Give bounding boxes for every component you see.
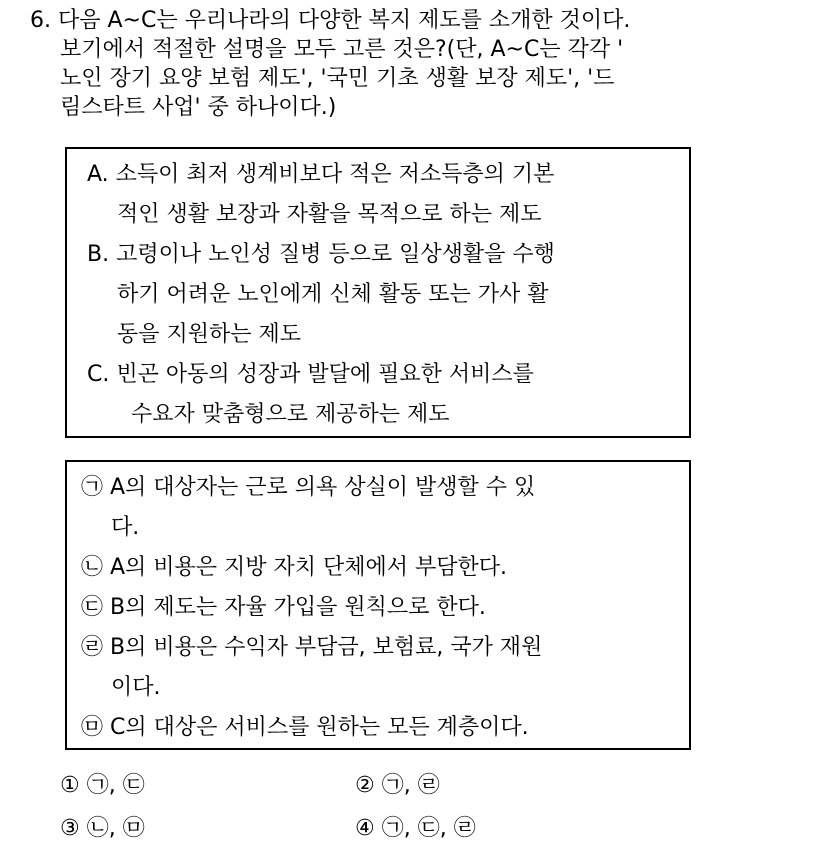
question-stem: [30, 6, 630, 122]
question-line: 보기에서 적절한 설명을 모두 고른 것은?(단, A~C는 각각 ': [60, 37, 624, 62]
question-line: 림스타트 사업' 중 하나이다.): [60, 95, 337, 120]
description-line: A. 소득이 최저 생계비보다 적은 저소득층의 기본: [87, 162, 555, 187]
statement-line: ㉤ C의 대상은 서비스를 원하는 모든 계층이다.: [81, 715, 529, 740]
description-line: 수요자 맞춤형으로 제공하는 제도: [131, 402, 450, 427]
statement-line: ㉡ A의 비용은 지방 자치 단체에서 부담한다.: [81, 555, 508, 580]
statement-line: ㉣ B의 비용은 수익자 부담금, 보험료, 국가 재원: [81, 635, 543, 660]
statements-box: [65, 460, 691, 750]
statement-line: 이다.: [111, 675, 161, 700]
statement-line: ㉢ B의 제도는 자율 가입을 원칙으로 한다.: [81, 595, 486, 620]
question-line: 6. 다음 A~C는 우리나라의 다양한 복지 제도를 소개한 것이다.: [30, 8, 631, 33]
description-line: B. 고령이나 노인성 질병 등으로 일상생활을 수행: [87, 242, 555, 267]
description-line: 동을 지원하는 제도: [117, 322, 302, 347]
description-line: C. 빈곤 아동의 성장과 발달에 필요한 서비스를: [87, 362, 534, 387]
answer-option-1[interactable]: ① ㉠, ㉢: [60, 773, 145, 798]
answer-option-4[interactable]: ④ ㉠, ㉢, ㉣: [355, 816, 476, 841]
description-box: [65, 147, 691, 438]
description-line: 적인 생활 보장과 자활을 목적으로 하는 제도: [117, 202, 542, 227]
description-line: 하기 어려운 노인에게 신체 활동 또는 가사 활: [117, 282, 549, 307]
answer-option-3[interactable]: ③ ㉡, ㉤: [60, 816, 145, 841]
question-line: 노인 장기 요양 보험 제도', '국민 기초 생활 보장 제도', '드: [60, 66, 615, 91]
statement-line: ㉠ A의 대상자는 근로 의욕 상실이 발생할 수 있: [81, 475, 536, 500]
statement-line: 다.: [111, 515, 140, 540]
answer-option-2[interactable]: ② ㉠, ㉣: [355, 773, 440, 798]
question-number: 6.: [30, 8, 51, 33]
